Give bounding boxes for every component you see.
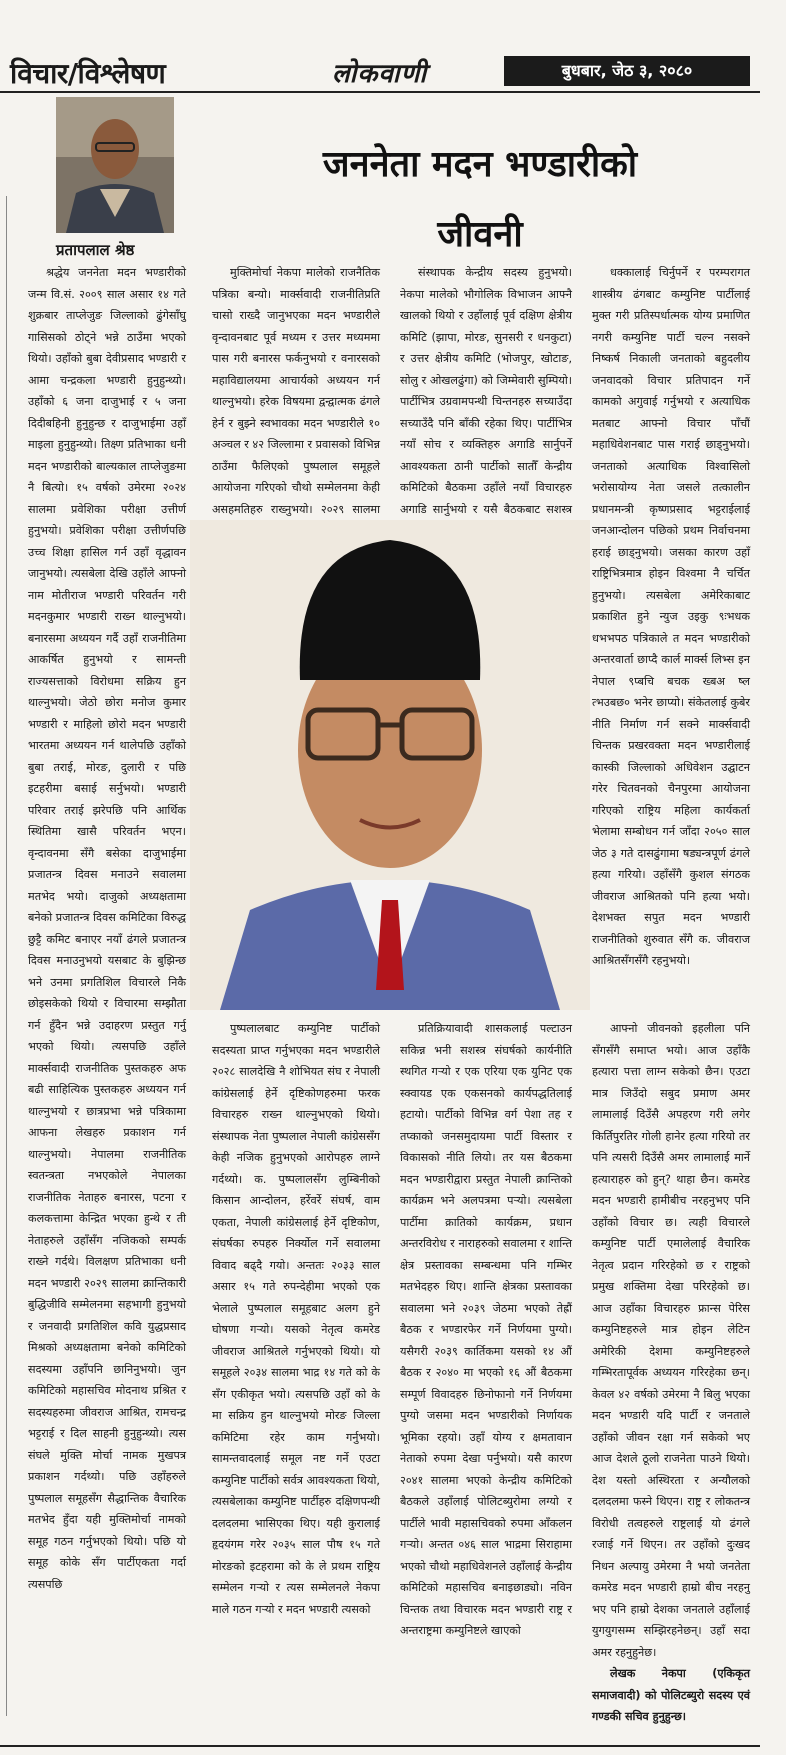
column-4-lower — [592, 1018, 750, 1723]
author-note: लेखक नेकपा (एकिकृत समाजवादी) को पोलिटब्युरो सदस्य एवं गण्डकी सचिव हुनुहुन्छ। — [592, 1667, 750, 1723]
portrait-image — [190, 520, 590, 1010]
column-4 — [592, 262, 750, 1002]
author-photo-image — [56, 97, 174, 233]
article-headline — [210, 130, 750, 270]
section-title: विचार/विश्लेषण — [10, 57, 166, 90]
headline-line-1: जननेता मदन भण्डारीको — [322, 144, 638, 185]
masthead-logo: लोकवाणी — [332, 59, 428, 89]
column-1 — [28, 262, 186, 1732]
column-2-lower — [212, 1018, 380, 1718]
column-3-text: संस्थापक केन्द्रीय सदस्य हुनुभयो। नेकपा मालेको भौगोलिक विभाजन आफ्नै खालको थियो र उहाँलाई पूर्व दक्षिण क्षेत्रीय कमिटि (झापा, मोरङ, सुनसरी र धनकुटा) र उत्तर क्षेत्रीय कमिटि (भोजपुर, खोटाङ, सोलु र ओखलढुंगा) को जिम्मेवारी सुम्पियो। पार्टीभित्र उग्रवामपन्थी चिन्तनहरु सच्याउँदा सच्याउँदै पनि बाँकी रहेका थिए। पार्टीभित्र नयाँ सोच र व्यक्तिहरु अगाडि सार्नुपर्ने आवश्यकता ठानी पार्टीको सातौँ केन्द्रीय कमिटिको बैठकमा उहाँले नयाँ विचारहरु अगाडि सार्नुभयो र यसै बैठकबाट सशस्त्र — [400, 266, 572, 516]
headline-line-2: जीवनी — [437, 214, 523, 255]
header-rule — [0, 91, 760, 93]
left-margin-line — [6, 196, 7, 1716]
column-1-text: श्रद्धेय जननेता मदन भण्डारीको जन्म वि.सं. २००९ साल असार १४ गते शुक्रबार ताप्लेजुङ जिल्लाको ढुंगेसाँघु गासिसको ठोट्ने भन्ने ठाउँमा भएको थियो। उहाँको बुबा देवीप्रसाद भण्डारी र आमा चन्द्रकला भण्डारी हुनुहुन्थ्यो। उहाँको ६ जना दाजुभाई र ५ जना दिदीबहिनी हुनुहुन्छ र दाजुभाईमा उहाँ माइला हुनुहुन्थ्यो। तिक्ष्ण प्रतिभाका धनी मदन भण्डारीको बाल्यकाल ताप्लेजुङमा नै बित्यो। १५ वर्षको उमेरमा २०२४ सालमा प्रवेशिका परीक्षा उत्तीर्ण हुनुभयो। प्रवेशिका परीक्षा उत्तीर्णपछि उच्च शिक्षा हासिल गर्न उहाँ वृद्धावन जानुभयो। त्यसबेला देखि उहाँले आफ्नो नाम मोतीराज भण्डारी परिवर्तन गरी मदनकुमार भण्डारी राख्न थाल्नुभयो। बनारसमा अध्ययन गर्दै उहाँ राजनीतिमा आकर्षित हुनुभयो र सामन्ती राज्यसत्ताको विरोधमा सक्रिय हुन थाल्नुभयो। जेठो छोरा मनोज कुमार भण्डारी र माहिलो छोरो मदन भण्डारी भारतमा अध्ययन गर्न थालेपछि उहाँको बुबा तराई, मोरङ, दुलारी र पछि इटहरीमा बसाई सर्नुभयो। भण्डारी परिवार तराई झरेपछि पनि आर्थिक स्थितिमा खासै परिवर्तन भएन। वृन्दावनमा सँगै बसेका दाजुभाईमा प्रजातन्त्र दिवस मनाउने सवालमा मतभेद भयो। दाजुको अध्यक्षतामा बनेको प्रजातन्त्र दिवस कमिटिका विरुद्ध छुट्टै कमिट बनाएर नयाँ ढंगले प्रजातन्त्र दिवस मनाउनुभयो यसबाट के बुझिन्छ भने उनमा प्रगतिशिल विचारले निकै छोइसकेको थियो र विचारमा सम्झौता गर्न हुँदैन भन्ने उदाहरण प्रस्तुत गर्नु भएको थियो। त्यसपछि उहाँले मार्क्सवादी राजनीतिक पुस्तकहरु अफ बढी साहित्यिक पुस्तकहरु अध्ययन गर्न थाल्नुभयो र छात्रप्रभा भन्ने पत्रिकामा आफना लेखहरु प्रकाशन गर्न थाल्नुभयो। नेपालमा राजनीतिक स्वतन्त्रता नभएकोले नेपालका राजनीतिक नेताहरु बनारस, पटना र कलकत्तामा केन्द्रित भएका हुन्थे र ती नेताहरुले उहाँसँग नजिकको सम्पर्क राख्ने गर्दथे। विलक्षण प्रतिभाका धनी मदन भण्डारी २०२९ सालमा क्रान्तिकारी बुद्धिजीवि सम्मेलनमा सहभागी हुनुभयो र जनवादी प्रगतिशिल कवि युद्धप्रसाद मिश्रको अध्यक्षतामा बनेको कमिटिको सदस्यमा उहाँपनि छानिनुभयो। जुन कमिटिको महासचिव मोदनाथ प्रश्रित र सदस्यहरुमा जीवराज आश्रित, रामचन्द्र भट्टराई र दिल साहनी हुनुहुन्थ्यो। त्यस संघले मुक्ति मोर्चा नामक मुखपत्र प्रकाशन गर्दथ्यो। पछि उहाँहरुले पुष्पलाल समूहसँग सैद्धान्तिक वैचारिक मतभेद हुँदा यही मुक्तिमोर्चा नामको समूह गठन गर्नुभएको थियो। पछि यो समूह कोके सँग पार्टीएकता गर्दा त्यसपछि — [28, 266, 186, 1591]
column-4-lower-text: आफ्नो जीवनको इहलीला पनि सँगसँगै समाप्त भयो। आज उहाँकै हत्यारा पत्ता लाग्न सकेको छैन। एउटा मात्र जिउँदो सबुद प्रमाण अमर लामालाई दिउँसै अपहरण गरी लगेर किर्तिपुरतिर गोली हानेर हत्या गरियो तर पनि त्यसरी दिउँसै अमर लामालाई मार्ने हत्याराहरु को हुन्? थाहा छैन। कमरेड मदन भण्डारी हामीबीच नरहनुभए पनि उहाँको विचार छ। त्यही विचारले कम्युनिष्ट पार्टी एमालेलाई वैचारिक नेतृत्व प्रदान गरिरहेको छ र राष्ट्रको प्रमुख शक्तिमा देखा परिरहेको छ। आज उहाँका विचारहरु फ्रान्स पेरिस कम्युनिष्टहरुले मात्र होइन लेटिन अमेरिकी देशमा कम्युनिष्टहरुले गम्भिरतापूर्वक अध्ययन गरिरहेका छन्। केवल ४२ वर्षको उमेरमा नै बिलु भएका मदन भण्डारी यदि पार्टी र जनताले उहाँको जीवन रक्षा गर्न सकेको भए आज देशले ठूलो राजनेता पाउने थियो। देश यस्तो अस्थिरता र अन्यौलको दलदलमा फस्ने थिएन। राष्ट्र र लोकतन्त्र विरोधी तत्वहरुले राष्ट्रलाई यो ढंगले रजाई गर्ने थिएन। तर उहाँको दुःखद निधन अल्पायु उमेरमा नै भयो जनतेता कमरेड मदन भण्डारी हाम्रो बीच नरहनु भए पनि हाम्रो देशका जनताले उहाँलाई युगयुगसम्म सम्झिरहनेछन्। उहाँ सदा अमर रहनुहुनेछ। — [592, 1022, 750, 1659]
column-2 — [212, 262, 380, 516]
date-box: बुधबार, जेठ ३, २०८० — [504, 56, 750, 86]
column-3 — [400, 262, 572, 516]
author-photo — [56, 97, 174, 233]
column-2-text: मुक्तिमोर्चा नेकपा मालेको राजनैतिक पत्रिका बन्यो। मार्क्सवादी राजनीतिप्रति चासो राख्दै जानुभएका मदन भण्डारीले वृन्दावनबाट पूर्व मध्यम र उत्तर मध्यममा पास गरी बनारस फर्कनुभयो र वनारसको महाविद्यालयमा आचार्यको अध्ययन गर्न थाल्नुभयो। हरेक विषयमा द्वन्द्वात्मक ढंगले हेर्न र बुझ्ने स्वभावका मदन भण्डारीले १० अञ्चल र ४२ जिल्लामा र प्रवासको विभिन्न ठाउँमा फैलिएको पुष्पलाल समूहले आयोजना गरिएको चौथो सम्मेलनमा केही असहमतिहरु राख्नुभयो। २०२९ सालमा — [212, 266, 380, 516]
author-name: प्रतापलाल श्रेष्ठ — [56, 241, 135, 259]
page-header — [0, 0, 786, 90]
column-3-lower-text: प्रतिक्रियावादी शासकलाई पल्टाउन सकिन्न भनी सशस्त्र संघर्षको कार्यनीति स्थगित गऱ्यो र एक एरिया एक युनिट एक स्क्वायड एक एकसनको कार्यपद्धतिलाई हटायो। पार्टीको विभिन्न वर्ग पेशा तह र तप्काको जनसमुदायमा पार्टी विस्तार र विकासको नीति लियो। तर यस बैठकमा मदन भण्डारीद्वारा प्रस्तुत नेपाली क्रान्तिको कार्यक्रम भने अलपत्रमा पऱ्यो। त्यसबेला पार्टीमा क्रातिको कार्यक्रम, प्रधान अन्तरविरोध र नाराहरुको सवालमा र शान्ति क्षेत्र प्रस्तावका सम्बन्धमा पनि गम्भिर मतभेदहरु थिए। शान्ति क्षेत्रका प्रस्तावका सवालमा भने २०३९ जेठमा भएको तेह्रौं बैठक र भण्डारफेर गर्ने निर्णयमा पुग्यो। यसैगरी २०३९ कार्तिकमा यसको १४ औं बैठक र २०४० मा भएको १६ औं बैठकमा सम्पूर्ण विवादहरु छिनोफानो गर्ने निर्णयमा पुग्यो जसमा मदन भण्डारीको निर्णायक भूमिका रहयो। उहाँ योग्य र क्षमतावान नेताको रुपमा देखा पर्नुभयो। यसै कारण २०४१ सालमा भएको केन्द्रीय कमिटिको बैठकले उहाँलाई पोलिटब्युरोमा लग्यो र पार्टीले भावी महासचिवको रुपमा आँकलन गऱ्यो। अन्तत ०४६ साल भाद्रमा सिराहामा भएको चौथो महाधिवेशनले उहाँलाई केन्द्रीय कमिटिको महासचिव बनाइछाड्यो। नविन चिन्तक तथा विचारक मदन भण्डारी राष्ट्र र अन्तराष्ट्रमा कम्युनिष्टले खाएको — [400, 1022, 572, 1637]
column-2-lower-text: पुष्पलालबाट कम्युनिष्ट पार्टीको सदस्यता प्राप्त गर्नुभएका मदन भण्डारीले २०२८ सालदेखि नै शोभियत संघ र नेपाली कांग्रेसलाई हेर्ने दृष्टिकोणहरुमा फरक विचारहरु राख्न थाल्नुभएको थियो। संस्थापक नेता पुष्पलाल नेपाली कांग्रेससँग केही नजिक हुनुभएको आरोपहरु लाग्ने गर्दथ्यो। क. पुष्पलालसँग लुम्बिनीको किसान आन्दोलन, हर्रेवर्रे संघर्ष, वाम एकता, नेपाली कांग्रेसलाई हेर्ने दृष्टिकोण, संघर्षका रुपहरु निर्क्योल गर्ने सवालमा विवाद बढ्दै गयो। अन्ततः २०३३ साल असार १५ गते रुपन्देहीमा भएको एक भेलाले पुष्पलाल समूहबाट अलग हुने घोषणा गऱ्यो। यसको नेतृत्व कमरेड जीवराज आश्रितले गर्नुभएको थियो। यो समूहले २०३४ सालमा भाद्र १४ गते को के सँग एकीकृत भयो। त्यसपछि उहाँ को के मा सक्रिय हुन थाल्नुभयो मोरङ जिल्ला कमिटिमा रहेर काम गर्नुभयो। सामन्तवादलाई समूल नष्ट गर्ने एउटा कम्युनिष्ट पार्टीको सर्वत्र आवश्यकता थियो, त्यसबेलाका कम्युनिष्ट पार्टीहरु दक्षिणपन्थी दलदलमा भासिएका थिए। यही कुरालाई हृदयंगम गरेर २०३५ साल पौष १५ गते मोरङको इटहरामा को के ले प्रथम राष्ट्रिय सम्मेलन गऱ्यो र त्यस सम्मेलनले नेकपा माले गठन गऱ्यो र मदन भण्डारी त्यसको — [212, 1022, 380, 1616]
leader-portrait — [190, 520, 590, 1010]
column-3-lower — [400, 1018, 572, 1718]
footer-rule — [0, 1745, 760, 1747]
column-4-text: धक्कालाई चिर्नुपर्ने र परम्परागत शास्त्रीय ढंगबाट कम्युनिष्ट पार्टीलाई मुक्त गरी प्रतिस्पर्धात्मक योग्य प्रमाणित नगरी कम्युनिष्ट पार्टी चल्न नसक्ने निष्कर्ष निकाली जनताको बहुदलीय जनवादको विचार प्रतिपादन गर्ने कामको अगुवाई गर्नुभयो र अत्याधिक मतबाट आफ्नो विचार पाँचौं महाधिवेशनबाट पास गराई छाड्नुभयो। जनताको अत्याधिक विश्वासिलो भरोसायोग्य नेता जसले तत्कालीन प्रधानमन्त्री कृष्णप्रसाद भट्टराईलाई जनआन्दोलन पछिको प्रथम निर्वाचनमा हराई छाड्नुभयो। जसका कारण उहाँ राष्ट्रिभित्रमात्र होइन विश्वमा नै चर्चित हुनुभयो। त्यसबेला अमेरिकाबाट प्रकाशित हुने न्युज उइकु ९ःभधक धभभपठ पत्रिकाले त मदन भण्डारीको अन्तरवार्ता छाप्दै कार्ल मार्क्स लिभ्स इन नेपाल ९प्बचि बचक ख्बअ ष्ल त्भउबछ० भनेर छाप्यो। संकेतलाई कुबेर नीति निर्माण गर्न सक्ने मार्क्सवादी चिन्तक प्रखरवक्ता मदन भण्डारीलाई कास्की जिल्लाको अधिवेशन उद्घाटन गरेर चितवनको चैनपुरमा आयोजना गरिएको राष्ट्रिय महिला कार्यकर्ता भेलामा सम्बोधन गर्न जाँदा २०५० साल जेठ ३ गते दासढुंगामा षड्यन्त्रपूर्ण ढंगले हत्या गरियो। उहाँसँगै कुशल संगठक जीवराज आश्रितको पनि हत्या भयो। देशभक्त सपुत मदन भण्डारी राजनीतिको शुरुवात सँगै क. जीवराज आश्रितसँगसँगै रहनुभयो। — [592, 266, 750, 967]
